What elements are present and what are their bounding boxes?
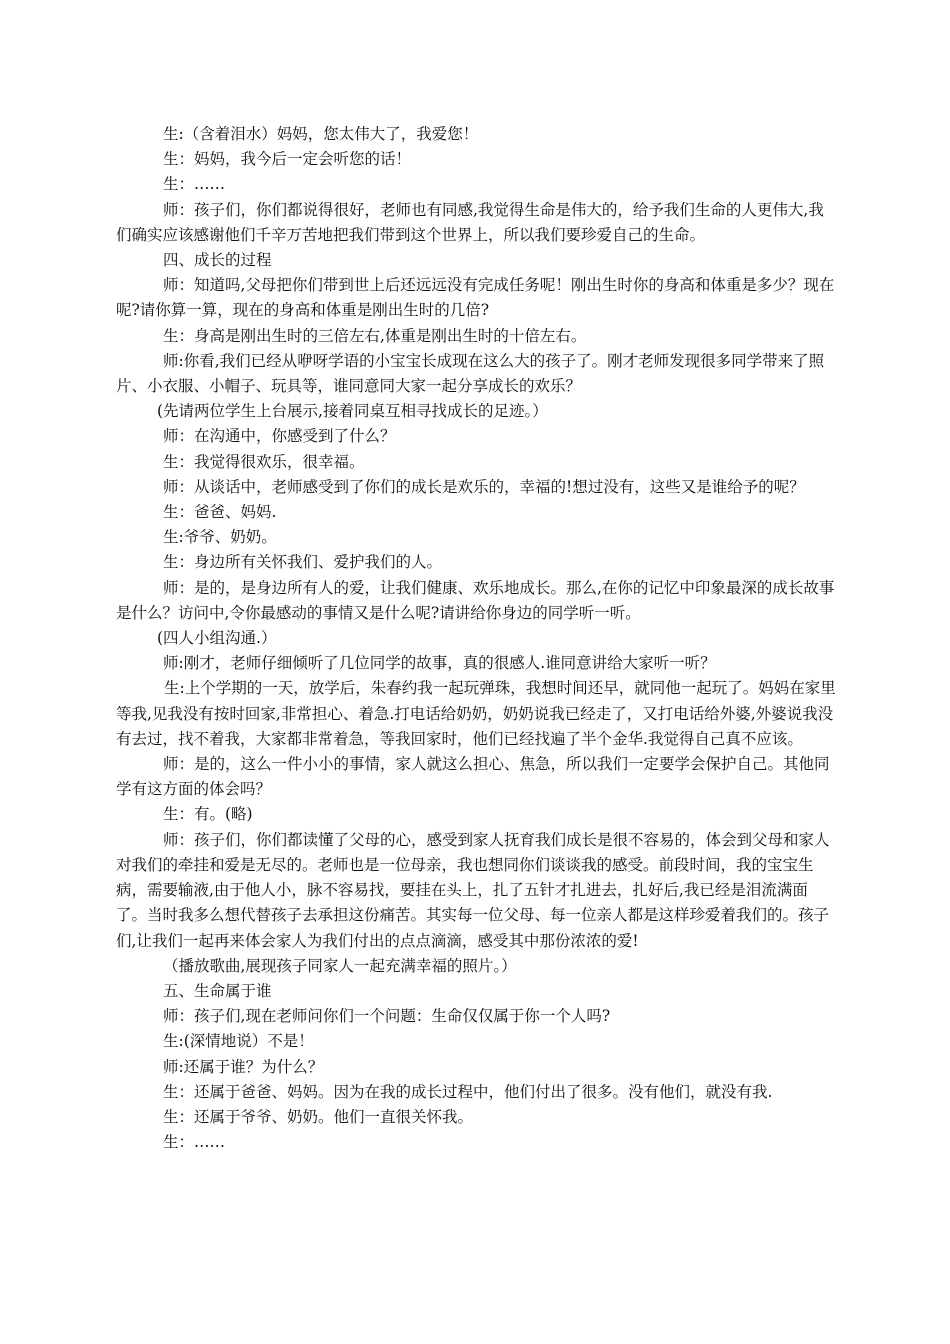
paragraph: 生:(深情地说）不是！ <box>163 1032 314 1051</box>
paragraph: 生：妈妈，我今后一定会听您的话！ <box>163 150 412 169</box>
paragraph: 生：身边所有关怀我们、爱护我们的人。 <box>163 553 443 572</box>
paragraph: 师：在沟通中，你感受到了什么？ <box>163 427 396 446</box>
paragraph: 生:（含着泪水）妈妈，您太伟大了，我爱您！ <box>163 125 479 143</box>
paragraph: 生：…… <box>163 175 226 194</box>
paragraph: 师：从谈话中，老师感受到了你们的成长是欢乐的，幸福的!想过没有，这些又是谁给予的呢？ <box>163 477 805 496</box>
paragraph: 生：还属于爷爷、奶奶。他们一直很关怀我。 <box>163 1107 474 1126</box>
paragraph: 生：爸爸、妈妈. <box>163 503 277 522</box>
paragraph: 生：我觉得很欢乐，很幸福。 <box>163 452 365 471</box>
paragraph: 师:还属于谁？为什么？ <box>163 1057 324 1076</box>
stage-direction: (先请两位学生上台展示,接着同桌互相寻找成长的足迹。） <box>157 402 548 421</box>
paragraph: 生:上个学期的一天，放学后，朱春约我一起玩弹珠，我想时间还早，就同他一起玩了。妈妈在家里等我,见我没有按时回家,非常担心、着急.打电话给奶奶，奶奶说我已经走了，又打电话给外婆,外婆说我没有去过，找不着我，大家都非常着急，等我回家时，他们已经找遍了半个金华.我觉得自己真不应该。 <box>116 679 836 748</box>
paragraph: 师：孩子们，你们都读懂了父母的心，感受到家人抚育我们成长是很不容易的，体会到父母和家人对我们的牵挂和爱是无尽的。老师也是一位母亲，我也想同你们谈谈我的感受。前段时间，我的宝宝生病，需要输液,由于他人小，脉不容易找，要挂在头上，扎了五针才扎进去，扎好后,我已经是泪流满面了。当时我多么想代替孩子去承担这份痛苦。其实每一位父母、每一位亲人都是这样珍爱着我们的。孩子们,让我们一起再来体会家人为我们付出的点点滴滴，感受其中那份浓浓的爱! <box>116 830 830 950</box>
paragraph: 生：身高是刚出生时的三倍左右,体重是刚出生时的十倍左右。 <box>163 326 587 345</box>
section-heading: 四、成长的过程 <box>163 251 272 270</box>
paragraph: 生:爷爷、奶奶。 <box>163 528 277 547</box>
stage-direction: （播放歌曲,展现孩子同家人一起充满幸福的照片。） <box>163 956 517 975</box>
paragraph: 生：有。(略) <box>163 805 253 824</box>
paragraph: 师:刚才，老师仔细倾听了几位同学的故事，真的很感人.谁同意讲给大家听一听？ <box>163 654 716 673</box>
document-page <box>116 122 836 1155</box>
section-heading: 五、生命属于谁 <box>163 981 272 1000</box>
paragraph: 师：是的，是身边所有人的爱，让我们健康、欢乐地成长。那么,在你的记忆中印象最深的成长故事是什么？访问中,令你最感动的事情又是什么呢?请讲给你身边的同学听一听。 <box>116 578 835 622</box>
paragraph: 生：还属于爸爸、妈妈。因为在我的成长过程中，他们付出了很多。没有他们，就没有我. <box>163 1082 773 1101</box>
paragraph: 生：…… <box>163 1133 226 1152</box>
paragraph: 师：知道吗,父母把你们带到世上后还远远没有完成任务呢！刚出生时你的身高和体重是多少？现在呢?请你算一算，现在的身高和体重是刚出生时的几倍? <box>116 276 835 320</box>
paragraph: 师：是的，这么一件小小的事情，家人就这么担心、焦急，所以我们一定要学会保护自己。其他同学有这方面的体会吗？ <box>116 755 830 799</box>
stage-direction: (四人小组沟通.） <box>157 629 277 648</box>
paragraph: 师：孩子们，你们都说得很好，老师也有同感,我觉得生命是伟大的，给予我们生命的人更伟大,我们确实应该感谢他们千辛万苦地把我们带到这个世界上，所以我们要珍爱自己的生命。 <box>116 200 824 244</box>
paragraph: 师:你看,我们已经从咿呀学语的小宝宝长成现在这么大的孩子了。刚才老师发现很多同学带来了照片、小衣服、小帽子、玩具等，谁同意同大家一起分享成长的欢乐？ <box>116 351 825 396</box>
paragraph: 师：孩子们,现在老师问你们一个问题：生命仅仅属于你一个人吗? <box>163 1007 611 1026</box>
